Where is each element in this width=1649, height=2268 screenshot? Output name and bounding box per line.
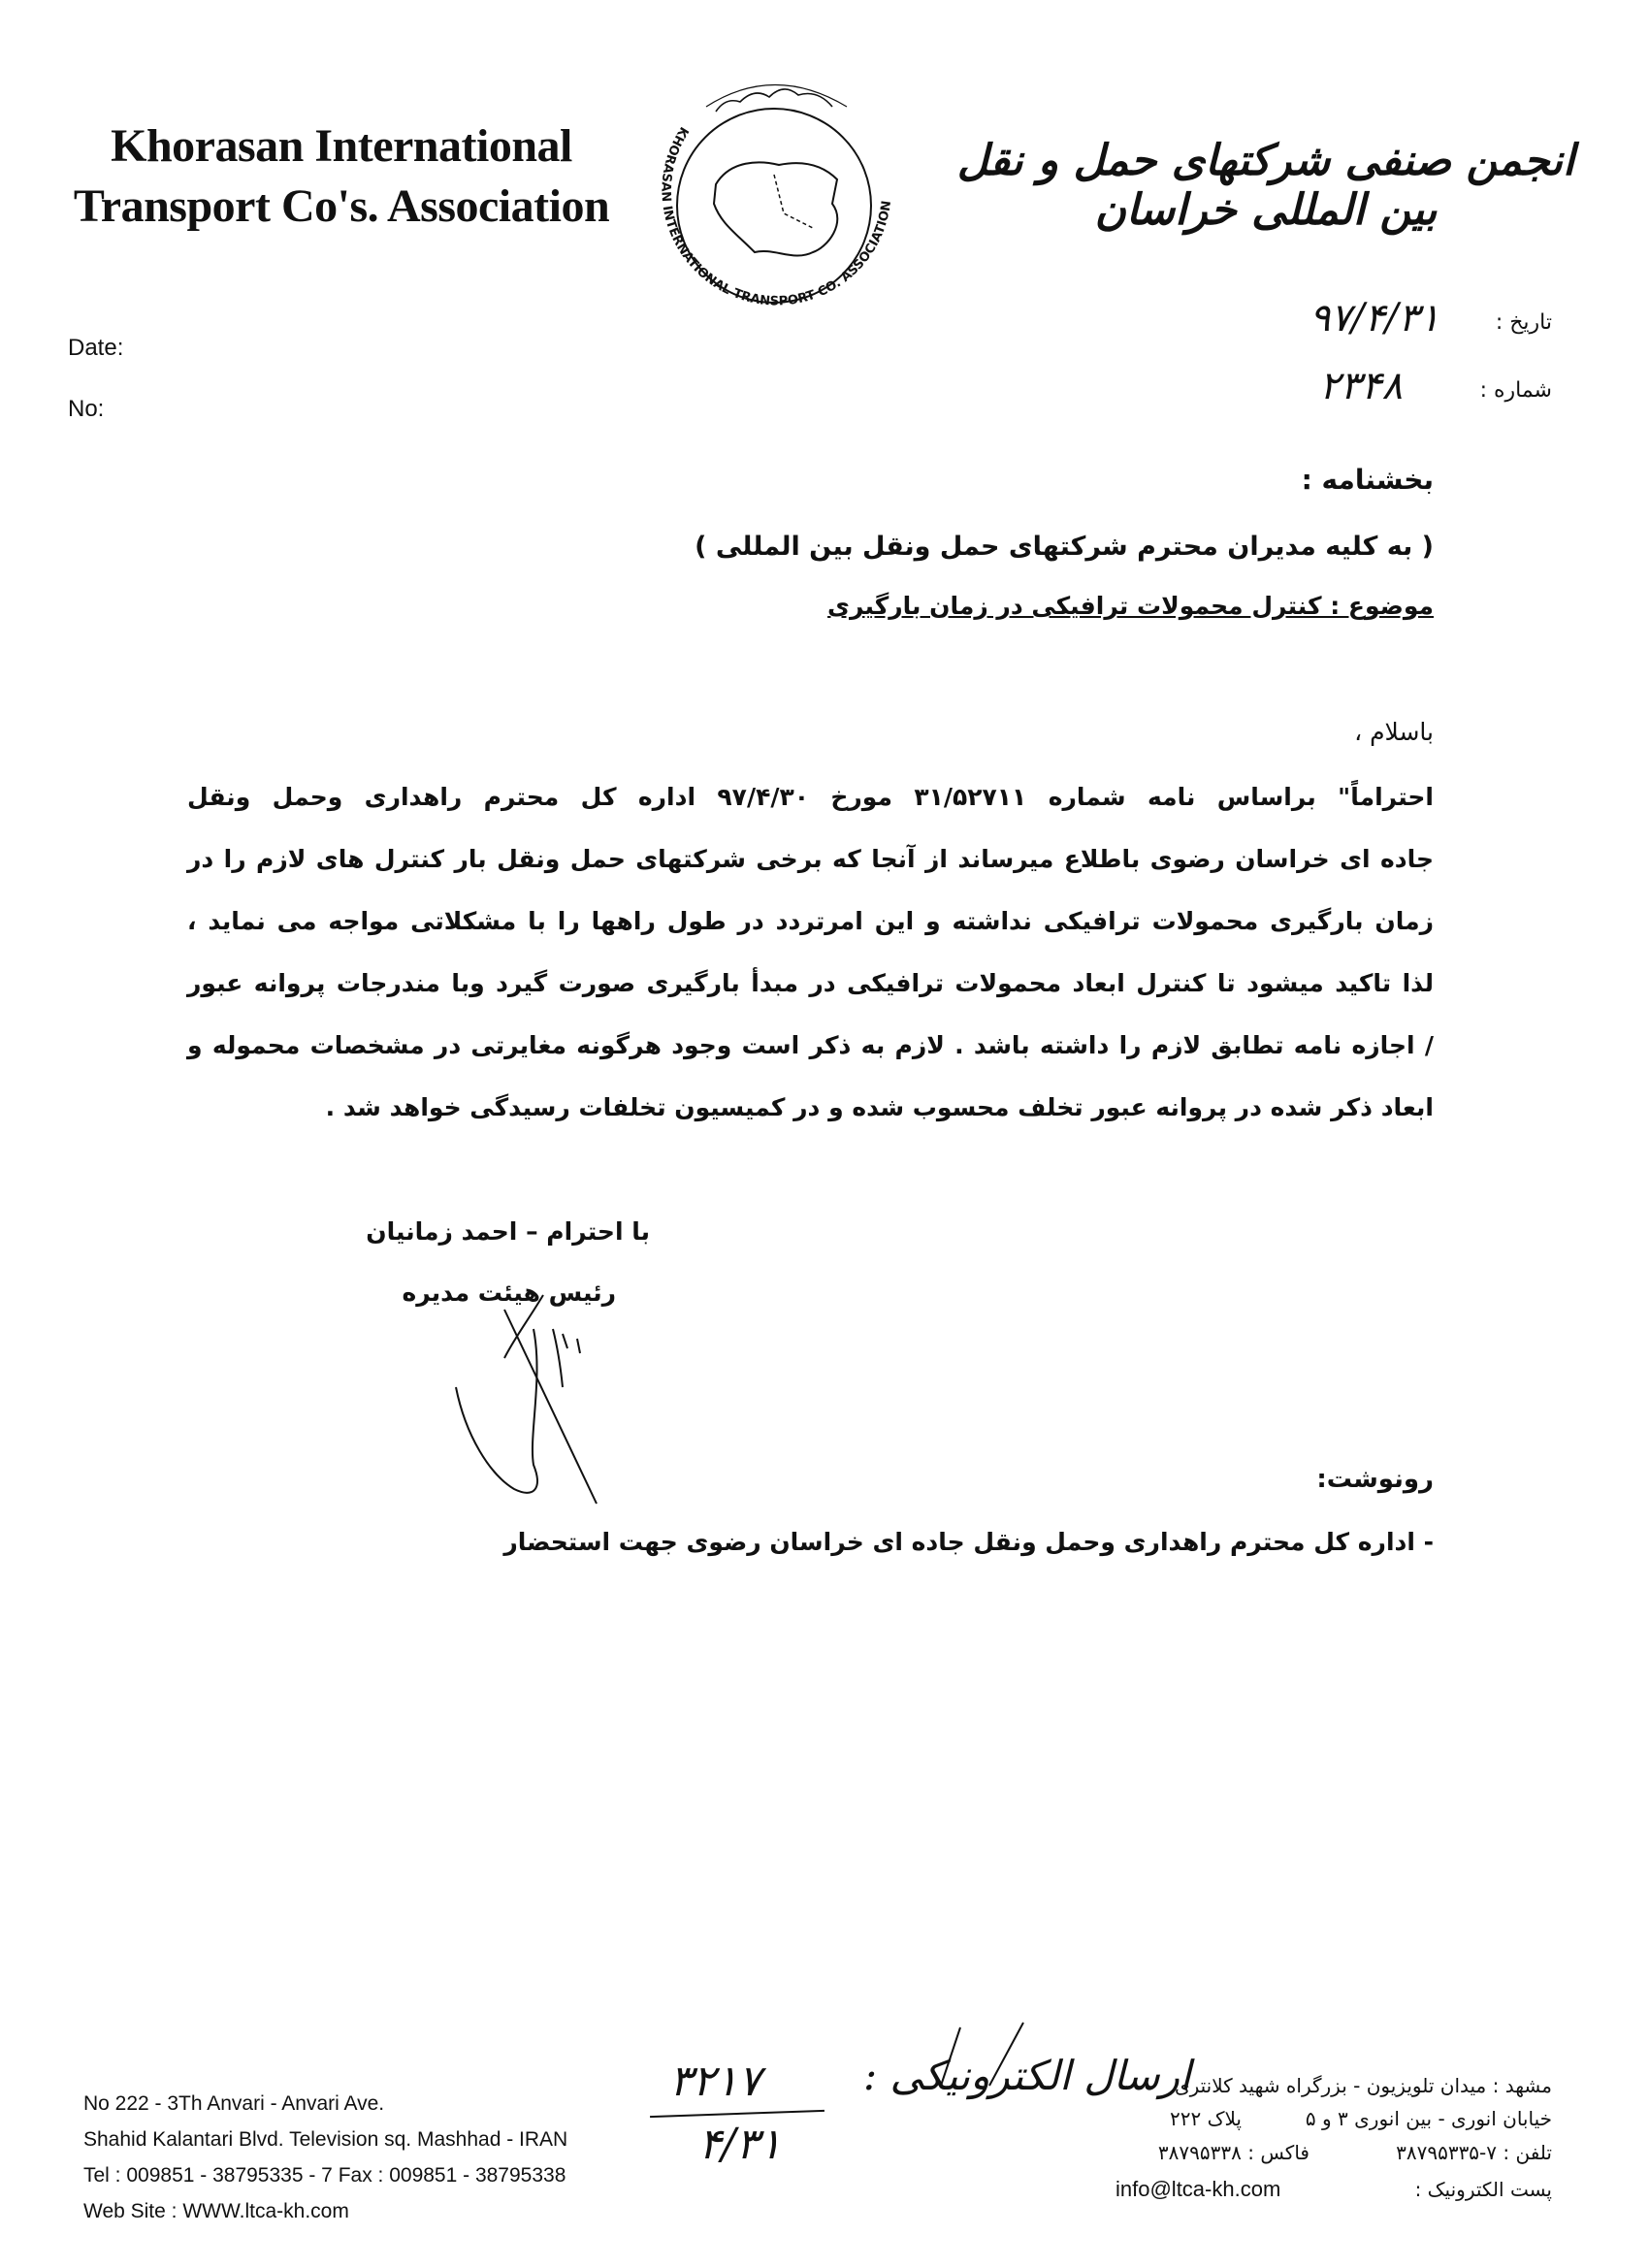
footer-en-line: Tel : 009851 - 38795335 - 7 Fax : 009851 - 38795338 (83, 2164, 566, 2187)
signature-icon (436, 1280, 630, 1513)
footer-address-fa-2b: پلاک ۲۲۲ (1170, 2107, 1242, 2130)
seal-emblem-icon (638, 68, 910, 344)
organization-name-fa: انجمن صنفی شرکتهای حمل و نقل بین المللی خراسان (956, 136, 1575, 235)
organization-name-en (60, 116, 623, 237)
handwritten-strokes-icon (922, 2018, 1038, 2095)
date-value: ۹۷/۴/۳۱ (1310, 296, 1440, 340)
org-name-line2: Transport Co's. Association (73, 180, 610, 232)
date-label-fa: تاریخ : (1495, 310, 1552, 335)
signer-title: رئیس هیئت مدیره (402, 1279, 616, 1307)
cc-item: - اداره کل محترم راهداری وحمل ونقل جاده ای خراسان رضوی جهت استحضار (503, 1528, 1434, 1556)
number-value: ۲۳۴۸ (1319, 364, 1403, 408)
greeting: باسلام ، (1354, 718, 1434, 746)
body-line: زمان بارگیری محمولات ترافیکی نداشته و این امرتردد در طول راهها را با مشکلاتی مواجه می نماید ، (187, 907, 1434, 935)
date-label-en: Date: (68, 335, 124, 361)
footer-en-line: Web Site : WWW.ltca-kh.com (83, 2200, 349, 2222)
handwritten-electronic-note: ارسال الکترونیکی : (863, 2052, 1191, 2099)
cc-label: رونوشت: (1316, 1465, 1434, 1494)
footer-email-label-fa: پست الکترونیک : (1414, 2178, 1552, 2201)
footer-address-fa-1: مشهد : میدان تلویزیون - بزرگراه شهید کلانتری (1174, 2074, 1552, 2097)
number-label-fa: شماره : (1479, 378, 1552, 403)
circular-heading: بخشنامه : (1301, 464, 1434, 496)
footer-en-line: Shahid Kalantari Blvd. Television sq. Mashhad - IRAN (83, 2128, 568, 2151)
no-label-en: No: (68, 396, 105, 422)
body-line: ابعاد ذکر شده در پروانه عبور تخلف محسوب شده و در کمیسیون تخلفات رسیدگی خواهد شد . (325, 1093, 1434, 1121)
body-line: احتراماً" براساس نامه شماره ۳۱/۵۲۷۱۱ مورخ ۹۷/۴/۳۰ اداره کل محترم راهداری وحمل ونقل (187, 783, 1434, 811)
footer-phone-fa: تلفن : ۷-۳۸۷۹۵۳۳۵ (1396, 2141, 1552, 2164)
handwritten-reference-date: ۴/۳۱ (698, 2120, 782, 2169)
letter-body (187, 766, 1434, 1139)
footer-fax-fa: فاکس : ۳۸۷۹۵۳۳۸ (1157, 2141, 1310, 2164)
subject-line: موضوع : کنترل محمولات ترافیکی در زمان بارگیری (827, 592, 1434, 620)
body-line: جاده ای خراسان رضوی باطلاع میرساند از آنجا که برخی شرکتهای حمل ونقل بار کنترل های لازم را در (187, 845, 1434, 873)
handwritten-reference-number: ۳۲۱۷ (669, 2057, 761, 2106)
recipients-line: ( به کلیه مدیران محترم شرکتهای حمل ونقل بین المللی ) (695, 532, 1434, 562)
body-line: / اجازه نامه تطابق لازم را داشته باشد . لازم به ذکر است وجود هرگونه مغایرتی در مشخصات محموله و (187, 1031, 1434, 1059)
closing-line: با احترام – احمد زمانیان (366, 1217, 650, 1246)
fraction-line (650, 2110, 824, 2118)
footer-address-fa-2a: خیابان انوری - بین انوری ۳ و ۵ (1305, 2107, 1552, 2130)
org-name-line1: Khorasan International (111, 120, 572, 172)
footer-en-line: No 222 - 3Th Anvari - Anvari Ave. (83, 2092, 385, 2115)
footer-address-en (83, 2086, 567, 2229)
footer-email-link[interactable]: info@ltca-kh.com (1116, 2177, 1281, 2201)
association-seal (638, 68, 910, 344)
seal-text: KHORASAN INTERNATIONAL TRANSPORT CO. ASSOCIATION (658, 123, 895, 309)
body-line: لذا تاکید میشود تا کنترل ابعاد محمولات ترافیکی در مبدأ بارگیری صورت گیرد وبا مندرجات پروانه عبور (187, 969, 1434, 997)
